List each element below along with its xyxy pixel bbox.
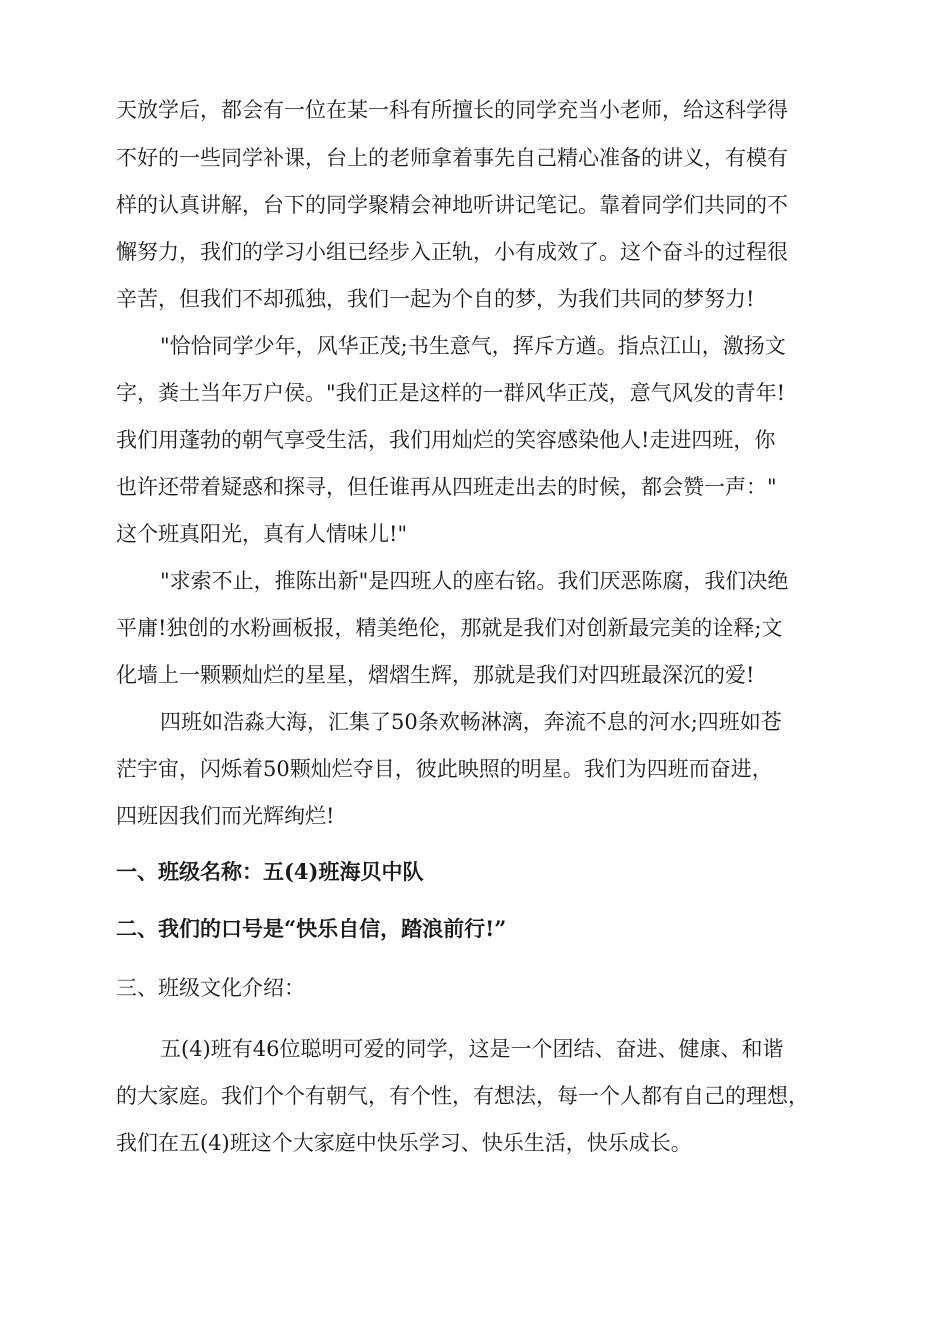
paragraph-line: 懈努力，我们的学习小组已经步入正轨，小有成效了。这个奋斗的过程很 [116,240,788,264]
paragraph-line: 不好的一些同学补课，台上的老师拿着事先自己精心准备的讲义，有模有 [116,146,788,170]
paragraph-line: 茫宇宙，闪烁着50颗灿烂夺目，彼此映照的明星。我们为四班而奋进， [116,757,773,781]
class-name-heading: 一、班级名称：五(4)班海贝中队 [116,859,424,884]
paragraph-line: 四班如浩淼大海，汇集了50条欢畅淋漓，奔流不息的河水;四班如苍 [160,710,782,734]
paragraph-line: "求索不止，推陈出新"是四班人的座右铭。我们厌恶陈腐，我们决绝 [160,569,789,593]
paragraph-line: 字，粪土当年万户侯。"我们正是这样的一群风华正茂，意气风发的青年! [116,381,786,405]
paragraph-line: 化墙上一颗颗灿烂的星星，熠熠生辉，那就是我们对四班最深沉的爱! [116,663,755,687]
paragraph-line: 四班因我们而光辉绚烂! [116,804,335,828]
paragraph-line: 我们在五(4)班这个大家庭中快乐学习、快乐生活，快乐成长。 [116,1131,692,1155]
paragraph-line: 天放学后，都会有一位在某一科有所擅长的同学充当小老师，给这科学得 [116,98,788,122]
paragraph-line: 样的认真讲解，台下的同学聚精会神地听讲记笔记。靠着同学们共同的不 [116,193,788,217]
culture-intro-heading: 三、班级文化介绍： [116,976,305,1000]
paragraph-line: 平庸!独创的水粉画板报，精美绝伦，那就是我们对创新最完美的诠释;文 [116,616,783,640]
paragraph-line: 也许还带着疑惑和探寻，但任谁再从四班走出去的时候，都会赞一声：" [116,475,777,499]
slogan-heading: 二、我们的口号是“快乐自信，踏浪前行!” [116,916,507,941]
paragraph-line: 的大家庭。我们个个有朝气，有个性，有想法，每一个人都有自己的理想， [116,1084,809,1108]
paragraph-line: 这个班真阳光，真有人情味儿!" [116,522,408,546]
paragraph-line: 辛苦，但我们不却孤独，我们一起为个自的梦，为我们共同的梦努力! [116,287,755,311]
paragraph-line: 五(4)班有46位聪明可爱的同学，这是一个团结、奋进、健康、和谐 [160,1037,784,1061]
paragraph-line: 我们用蓬勃的朝气享受生活，我们用灿烂的笑容感染他人!走进四班，你 [116,428,776,452]
paragraph-line: "恰恰同学少年，风华正茂;书生意气，挥斥方遒。指点江山，激扬文 [160,334,786,358]
